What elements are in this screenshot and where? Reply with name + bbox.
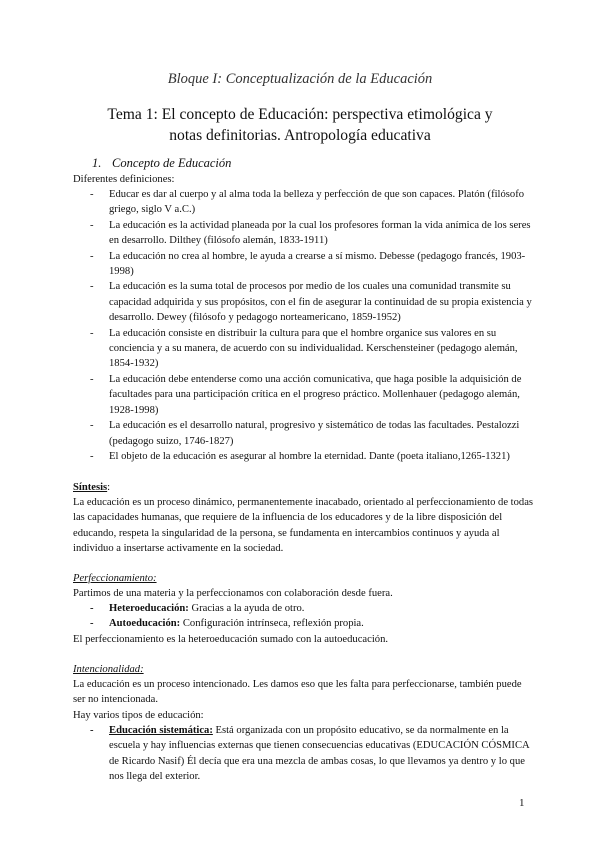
term-label: Heteroeducación: [109,603,189,614]
types-label: Hay varios tipos de educación: [73,710,204,721]
perfeccionamiento-list [73,601,533,632]
list-item [73,187,533,218]
dash-bullet: - [90,373,94,385]
definition-text: La educación es la actividad planeada por la cual los profesores forman la vida anímica de los seres en desarrollo. Dilthey (filósofo alemán, 1833-1911) [109,219,531,247]
term-label: Autoeducación: [109,618,181,630]
dash-bullet: - [90,250,94,262]
perfeccionamiento-intro: Partimos de una materia y la perfeccionamos con colaboración desde fuera. [73,588,393,599]
perfeccionamiento-heading: Perfeccionamiento: [73,573,157,584]
definitions-list [73,187,533,464]
block-title: Bloque I: Conceptualización de la Educación [167,71,433,87]
section-number: 1. [92,156,102,170]
intencionalidad-intro: La educación es un proceso intencionado. Les damos eso que les falta para perfeccionarse, también puede ser no intencionada. [73,679,522,706]
definition-text: El objeto de la educación es asegurar al hombre la eternidad. Dante (poeta italiano,1265-1321) [109,450,510,462]
dash-bullet: - [90,219,94,231]
definition-text: La educación consiste en distribuir la cultura para que el hombre organice sus valores en su conciencia y a su manera, de acuerdo con su individualidad. Kerschensteiner (pedagogo alemán, 1854-1932) [109,327,518,370]
sintesis-label: Síntesis [73,482,108,493]
list-item [73,601,533,616]
dash-bullet: - [90,603,94,614]
dash-bullet: - [90,618,94,630]
list-item [73,616,533,631]
sintesis-colon: : [107,482,111,493]
page-number: 1 [519,797,525,809]
dash-bullet: - [90,189,94,200]
list-item [73,279,533,325]
definition-text: La educación es la suma total de procesos por medio de los cuales una comunidad transmite su capacidad adquirida y sus propósitos, con el fin de asegurar la continuidad de su propia existencia y desarrollo. Dewey (filósofo y pedagogo norteamericano, 1859-1952) [109,281,532,324]
sintesis-paragraph: La educación es un proceso dinámico, permanentemente inacabado, orientado al perfeccionamiento de todas las capacidades humanas, que requiere de la influencia de los educadores y de la libre disposición del educando, respeta la singularidad de la persona, se fundamenta en intercambios continuos y ayuda al individuo a insertarse activamente en la sociedad. [73,497,534,555]
perfeccionamiento-conclusion: El perfeccionamiento es la heteroeducación sumado con la autoeducación. [73,634,389,645]
list-item [73,249,533,280]
dash-bullet: - [90,725,94,736]
list-item [73,418,533,449]
term-label: Educación sistemática: [109,725,213,736]
definition-text: La educación es el desarrollo natural, progresivo y sistemático de todas las facultades. Pestalozzi (pedagogo suizo, 1746-1827) [109,420,520,447]
list-item [73,723,533,785]
definition-text: La educación no crea al hombre, le ayuda a crearse a sí mismo. Debesse (pedagogo francés, 1903-1998) [109,250,526,278]
dash-bullet: - [90,450,94,462]
definition-text: Educar es dar al cuerpo y al alma toda la belleza y perfección de que son capaces. Platón (filósofo griego, siglo V a.C.) [109,189,525,216]
definitions-intro: Diferentes definiciones: [73,174,175,185]
list-item [73,449,533,464]
topic-title: Tema 1: El concepto de Educación: perspectiva etimológica y notas definitorias. Antropología educativa [107,106,493,144]
intencionalidad-list [73,723,533,785]
term-text: Gracias a la ayuda de otro. [188,603,305,614]
term-text: Está organizada con un propósito educativo, se da normalmente en la escuela y hay influencias externas que tienen consecuencias educativas (EDUCACIÓN CÓSMICA de Ricardo Nasif) Él decía que era una mezcla de ambas cosas, lo que llevamos ya dentro y lo que nos llega del exterior. [109,725,530,783]
dash-bullet: - [90,420,94,432]
list-item [73,372,533,418]
dash-bullet: - [90,327,94,339]
list-item [73,326,533,372]
dash-bullet: - [90,281,94,293]
section-title-text: Concepto de Educación [112,156,232,170]
list-item [73,218,533,249]
intencionalidad-heading: Intencionalidad: [73,664,144,675]
section-heading [92,156,231,171]
sintesis-heading [73,480,535,495]
term-text: Configuración intrínseca, reflexión propia. [180,618,364,630]
definition-text: La educación debe entenderse como una acción comunicativa, que haga posible la adquisición de facultades para una participación crítica en el progreso práctico. Mollenhauer (pedagogo alemán, 1928-1998) [109,373,522,416]
